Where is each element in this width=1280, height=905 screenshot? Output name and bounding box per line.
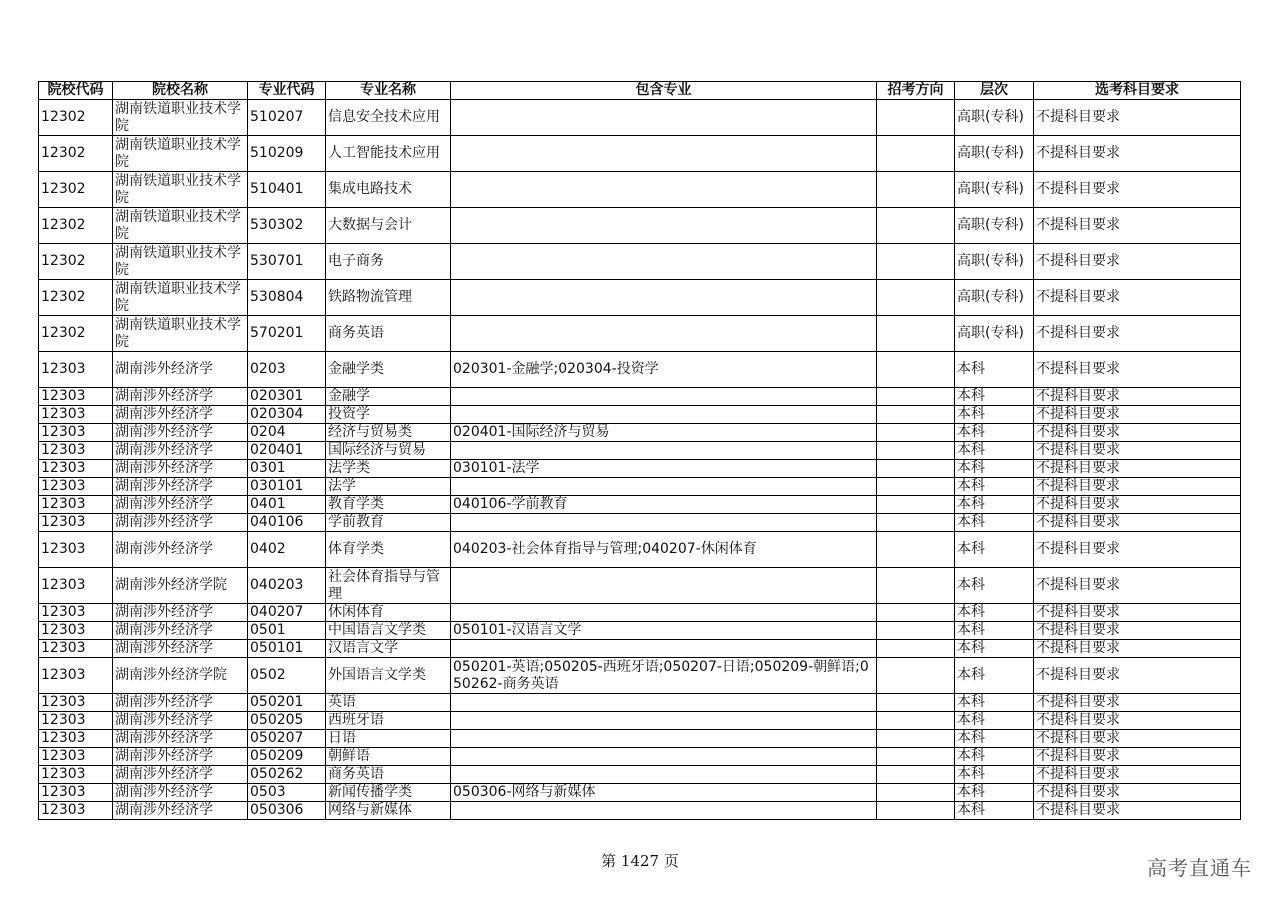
- included-majors-cell: [451, 316, 877, 352]
- subject-requirement-cell: 不提科目要求: [1034, 604, 1241, 622]
- table-row: [39, 352, 1241, 388]
- level-cell: 本科: [955, 514, 1034, 532]
- school-code-cell: 12303: [39, 460, 113, 478]
- major-code-cell: 050262: [248, 766, 326, 784]
- level-cell: 本科: [955, 694, 1034, 712]
- direction-cell: [877, 730, 955, 748]
- major-name-cell: 外国语言文学类: [326, 658, 451, 694]
- school-name-cell: 湖南涉外经济学: [113, 604, 248, 622]
- level-cell: 高职(专科): [955, 244, 1034, 280]
- level-cell: 高职(专科): [955, 100, 1034, 136]
- page-number: 第 1427 页: [601, 852, 679, 870]
- major-name-cell: 网络与新媒体: [326, 802, 451, 820]
- school-code-cell: 12303: [39, 478, 113, 496]
- subject-requirement-cell: 不提科目要求: [1034, 100, 1241, 136]
- school-code-cell: 12303: [39, 442, 113, 460]
- direction-cell: [877, 496, 955, 514]
- level-cell: 本科: [955, 604, 1034, 622]
- subject-requirement-cell: 不提科目要求: [1034, 622, 1241, 640]
- major-name-cell: 教育学类: [326, 496, 451, 514]
- major-code-cell: 0402: [248, 532, 326, 568]
- direction-cell: [877, 622, 955, 640]
- col-header-major-name: 专业名称: [326, 82, 451, 100]
- level-cell: 本科: [955, 766, 1034, 784]
- included-majors-cell: [451, 640, 877, 658]
- subject-requirement-cell: 不提科目要求: [1034, 208, 1241, 244]
- school-name-cell: 湖南涉外经济学: [113, 460, 248, 478]
- level-cell: 本科: [955, 802, 1034, 820]
- level-cell: 高职(专科): [955, 136, 1034, 172]
- school-code-cell: 12302: [39, 100, 113, 136]
- school-name-cell: 湖南涉外经济学: [113, 694, 248, 712]
- subject-requirement-cell: 不提科目要求: [1034, 352, 1241, 388]
- school-name-cell: 湖南涉外经济学: [113, 406, 248, 424]
- school-name-cell: 湖南涉外经济学: [113, 766, 248, 784]
- major-code-cell: 030101: [248, 478, 326, 496]
- level-cell: 本科: [955, 406, 1034, 424]
- school-code-cell: 12303: [39, 766, 113, 784]
- school-name-cell: 湖南涉外经济学: [113, 478, 248, 496]
- major-name-cell: 西班牙语: [326, 712, 451, 730]
- major-name-cell: 商务英语: [326, 316, 451, 352]
- level-cell: 本科: [955, 568, 1034, 604]
- major-name-cell: 学前教育: [326, 514, 451, 532]
- subject-requirement-cell: 不提科目要求: [1034, 802, 1241, 820]
- subject-requirement-cell: 不提科目要求: [1034, 460, 1241, 478]
- header-row: [39, 82, 1241, 100]
- direction-cell: [877, 784, 955, 802]
- table-row: [39, 496, 1241, 514]
- table-row: [39, 100, 1241, 136]
- major-code-cell: 510209: [248, 136, 326, 172]
- major-code-cell: 0204: [248, 424, 326, 442]
- major-name-cell: 日语: [326, 730, 451, 748]
- included-majors-cell: 030101-法学: [451, 460, 877, 478]
- major-name-cell: 体育学类: [326, 532, 451, 568]
- major-code-cell: 040207: [248, 604, 326, 622]
- major-code-cell: 0503: [248, 784, 326, 802]
- table-row: [39, 532, 1241, 568]
- direction-cell: [877, 172, 955, 208]
- included-majors-cell: [451, 208, 877, 244]
- major-code-cell: 020301: [248, 388, 326, 406]
- direction-cell: [877, 208, 955, 244]
- direction-cell: [877, 478, 955, 496]
- level-cell: 高职(专科): [955, 280, 1034, 316]
- table-row: [39, 280, 1241, 316]
- direction-cell: [877, 640, 955, 658]
- major-name-cell: 法学: [326, 478, 451, 496]
- table-row: [39, 460, 1241, 478]
- school-code-cell: 12302: [39, 316, 113, 352]
- major-code-cell: 0502: [248, 658, 326, 694]
- school-name-cell: 湖南涉外经济学: [113, 712, 248, 730]
- included-majors-cell: 050201-英语;050205-西班牙语;050207-日语;050209-朝鲜语;050262-商务英语: [451, 658, 877, 694]
- included-majors-cell: 050101-汉语言文学: [451, 622, 877, 640]
- included-majors-cell: 040106-学前教育: [451, 496, 877, 514]
- included-majors-cell: [451, 766, 877, 784]
- major-name-cell: 朝鲜语: [326, 748, 451, 766]
- school-name-cell: 湖南铁道职业技术学院: [113, 136, 248, 172]
- table-body: [39, 100, 1241, 820]
- subject-requirement-cell: 不提科目要求: [1034, 244, 1241, 280]
- major-code-cell: 050101: [248, 640, 326, 658]
- major-code-cell: 050306: [248, 802, 326, 820]
- table-row: [39, 766, 1241, 784]
- direction-cell: [877, 280, 955, 316]
- school-name-cell: 湖南涉外经济学: [113, 532, 248, 568]
- direction-cell: [877, 766, 955, 784]
- included-majors-cell: [451, 100, 877, 136]
- included-majors-cell: [451, 388, 877, 406]
- subject-requirement-cell: 不提科目要求: [1034, 766, 1241, 784]
- school-name-cell: 湖南铁道职业技术学院: [113, 316, 248, 352]
- school-code-cell: 12303: [39, 424, 113, 442]
- major-name-cell: 金融学类: [326, 352, 451, 388]
- school-code-cell: 12302: [39, 208, 113, 244]
- table-row: [39, 658, 1241, 694]
- school-name-cell: 湖南涉外经济学院: [113, 658, 248, 694]
- level-cell: 本科: [955, 748, 1034, 766]
- included-majors-cell: [451, 442, 877, 460]
- included-majors-cell: [451, 568, 877, 604]
- major-name-cell: 人工智能技术应用: [326, 136, 451, 172]
- table-row: [39, 712, 1241, 730]
- table-row: [39, 208, 1241, 244]
- table-row: [39, 802, 1241, 820]
- col-header-direction: 招考方向: [877, 82, 955, 100]
- direction-cell: [877, 658, 955, 694]
- school-code-cell: 12302: [39, 136, 113, 172]
- school-name-cell: 湖南涉外经济学: [113, 388, 248, 406]
- col-header-subject-requirement: 选考科目要求: [1034, 82, 1241, 100]
- school-name-cell: 湖南涉外经济学: [113, 622, 248, 640]
- direction-cell: [877, 244, 955, 280]
- table-row: [39, 784, 1241, 802]
- school-code-cell: 12303: [39, 406, 113, 424]
- school-name-cell: 湖南铁道职业技术学院: [113, 244, 248, 280]
- direction-cell: [877, 100, 955, 136]
- level-cell: 本科: [955, 640, 1034, 658]
- major-name-cell: 经济与贸易类: [326, 424, 451, 442]
- level-cell: 本科: [955, 424, 1034, 442]
- col-header-school-code: 院校代码: [39, 82, 113, 100]
- direction-cell: [877, 352, 955, 388]
- major-code-cell: 040106: [248, 514, 326, 532]
- direction-cell: [877, 424, 955, 442]
- level-cell: 本科: [955, 478, 1034, 496]
- school-name-cell: 湖南涉外经济学: [113, 352, 248, 388]
- direction-cell: [877, 604, 955, 622]
- table-row: [39, 424, 1241, 442]
- school-name-cell: 湖南涉外经济学: [113, 442, 248, 460]
- included-majors-cell: [451, 478, 877, 496]
- major-code-cell: 530302: [248, 208, 326, 244]
- direction-cell: [877, 694, 955, 712]
- major-code-cell: 020401: [248, 442, 326, 460]
- direction-cell: [877, 388, 955, 406]
- included-majors-cell: [451, 604, 877, 622]
- direction-cell: [877, 406, 955, 424]
- school-name-cell: 湖南铁道职业技术学院: [113, 208, 248, 244]
- school-name-cell: 湖南铁道职业技术学院: [113, 280, 248, 316]
- major-name-cell: 汉语言文学: [326, 640, 451, 658]
- school-code-cell: 12303: [39, 622, 113, 640]
- school-code-cell: 12303: [39, 748, 113, 766]
- included-majors-cell: [451, 802, 877, 820]
- major-code-cell: 050209: [248, 748, 326, 766]
- subject-requirement-cell: 不提科目要求: [1034, 568, 1241, 604]
- school-code-cell: 12303: [39, 352, 113, 388]
- level-cell: 本科: [955, 496, 1034, 514]
- school-code-cell: 12303: [39, 784, 113, 802]
- included-majors-cell: 040203-社会体育指导与管理;040207-休闲体育: [451, 532, 877, 568]
- school-code-cell: 12303: [39, 532, 113, 568]
- major-code-cell: 510207: [248, 100, 326, 136]
- school-name-cell: 湖南涉外经济学: [113, 748, 248, 766]
- col-header-included-majors: 包含专业: [451, 82, 877, 100]
- table-row: [39, 640, 1241, 658]
- subject-requirement-cell: 不提科目要求: [1034, 172, 1241, 208]
- school-code-cell: 12303: [39, 388, 113, 406]
- subject-requirement-cell: 不提科目要求: [1034, 406, 1241, 424]
- level-cell: 本科: [955, 622, 1034, 640]
- major-name-cell: 集成电路技术: [326, 172, 451, 208]
- level-cell: 本科: [955, 442, 1034, 460]
- subject-requirement-cell: 不提科目要求: [1034, 316, 1241, 352]
- major-name-cell: 休闲体育: [326, 604, 451, 622]
- table-row: [39, 604, 1241, 622]
- direction-cell: [877, 802, 955, 820]
- level-cell: 本科: [955, 784, 1034, 802]
- direction-cell: [877, 316, 955, 352]
- table-row: [39, 622, 1241, 640]
- included-majors-cell: [451, 748, 877, 766]
- subject-requirement-cell: 不提科目要求: [1034, 136, 1241, 172]
- table-row: [39, 568, 1241, 604]
- level-cell: 本科: [955, 460, 1034, 478]
- included-majors-cell: [451, 172, 877, 208]
- major-code-cell: 510401: [248, 172, 326, 208]
- subject-requirement-cell: 不提科目要求: [1034, 748, 1241, 766]
- subject-requirement-cell: 不提科目要求: [1034, 478, 1241, 496]
- major-code-cell: 050205: [248, 712, 326, 730]
- included-majors-cell: [451, 694, 877, 712]
- level-cell: 本科: [955, 388, 1034, 406]
- major-code-cell: 0401: [248, 496, 326, 514]
- major-name-cell: 法学类: [326, 460, 451, 478]
- school-name-cell: 湖南涉外经济学: [113, 640, 248, 658]
- col-header-school-name: 院校名称: [113, 82, 248, 100]
- direction-cell: [877, 136, 955, 172]
- subject-requirement-cell: 不提科目要求: [1034, 280, 1241, 316]
- school-code-cell: 12303: [39, 496, 113, 514]
- subject-requirement-cell: 不提科目要求: [1034, 730, 1241, 748]
- included-majors-cell: [451, 514, 877, 532]
- subject-requirement-cell: 不提科目要求: [1034, 694, 1241, 712]
- table-row: [39, 316, 1241, 352]
- direction-cell: [877, 568, 955, 604]
- major-code-cell: 570201: [248, 316, 326, 352]
- major-name-cell: 英语: [326, 694, 451, 712]
- included-majors-cell: 050306-网络与新媒体: [451, 784, 877, 802]
- subject-requirement-cell: 不提科目要求: [1034, 658, 1241, 694]
- major-name-cell: 中国语言文学类: [326, 622, 451, 640]
- school-code-cell: 12303: [39, 568, 113, 604]
- school-name-cell: 湖南涉外经济学: [113, 514, 248, 532]
- included-majors-cell: [451, 280, 877, 316]
- level-cell: 高职(专科): [955, 208, 1034, 244]
- level-cell: 本科: [955, 352, 1034, 388]
- level-cell: 本科: [955, 658, 1034, 694]
- level-cell: 本科: [955, 532, 1034, 568]
- table-row: [39, 388, 1241, 406]
- table-row: [39, 748, 1241, 766]
- level-cell: 高职(专科): [955, 316, 1034, 352]
- school-name-cell: 湖南涉外经济学: [113, 424, 248, 442]
- major-code-cell: 040203: [248, 568, 326, 604]
- major-name-cell: 新闻传播学类: [326, 784, 451, 802]
- school-code-cell: 12303: [39, 640, 113, 658]
- table-row: [39, 514, 1241, 532]
- subject-requirement-cell: 不提科目要求: [1034, 496, 1241, 514]
- major-name-cell: 国际经济与贸易: [326, 442, 451, 460]
- major-name-cell: 铁路物流管理: [326, 280, 451, 316]
- table-row: [39, 136, 1241, 172]
- school-code-cell: 12303: [39, 658, 113, 694]
- school-code-cell: 12302: [39, 172, 113, 208]
- major-name-cell: 大数据与会计: [326, 208, 451, 244]
- subject-requirement-cell: 不提科目要求: [1034, 442, 1241, 460]
- major-name-cell: 社会体育指导与管理: [326, 568, 451, 604]
- school-name-cell: 湖南涉外经济学: [113, 784, 248, 802]
- level-cell: 高职(专科): [955, 172, 1034, 208]
- included-majors-cell: [451, 406, 877, 424]
- school-code-cell: 12303: [39, 802, 113, 820]
- school-code-cell: 12303: [39, 730, 113, 748]
- subject-requirement-cell: 不提科目要求: [1034, 640, 1241, 658]
- major-code-cell: 050201: [248, 694, 326, 712]
- school-name-cell: 湖南铁道职业技术学院: [113, 172, 248, 208]
- school-code-cell: 12303: [39, 712, 113, 730]
- included-majors-cell: [451, 244, 877, 280]
- major-code-cell: 0501: [248, 622, 326, 640]
- major-name-cell: 电子商务: [326, 244, 451, 280]
- watermark: 高考直通车: [1147, 856, 1252, 880]
- direction-cell: [877, 442, 955, 460]
- school-code-cell: 12303: [39, 694, 113, 712]
- direction-cell: [877, 748, 955, 766]
- col-header-major-code: 专业代码: [248, 82, 326, 100]
- table-row: [39, 694, 1241, 712]
- school-name-cell: 湖南涉外经济学院: [113, 568, 248, 604]
- subject-requirement-cell: 不提科目要求: [1034, 712, 1241, 730]
- major-name-cell: 信息安全技术应用: [326, 100, 451, 136]
- school-name-cell: 湖南涉外经济学: [113, 496, 248, 514]
- subject-requirement-cell: 不提科目要求: [1034, 514, 1241, 532]
- major-code-cell: 0301: [248, 460, 326, 478]
- school-name-cell: 湖南涉外经济学: [113, 730, 248, 748]
- school-name-cell: 湖南铁道职业技术学院: [113, 100, 248, 136]
- direction-cell: [877, 712, 955, 730]
- school-name-cell: 湖南涉外经济学: [113, 802, 248, 820]
- included-majors-cell: [451, 712, 877, 730]
- included-majors-cell: 020301-金融学;020304-投资学: [451, 352, 877, 388]
- col-header-level: 层次: [955, 82, 1034, 100]
- major-code-cell: 0203: [248, 352, 326, 388]
- major-name-cell: 商务英语: [326, 766, 451, 784]
- school-code-cell: 12303: [39, 514, 113, 532]
- table-row: [39, 244, 1241, 280]
- table-row: [39, 730, 1241, 748]
- direction-cell: [877, 532, 955, 568]
- subject-requirement-cell: 不提科目要求: [1034, 784, 1241, 802]
- subject-requirement-cell: 不提科目要求: [1034, 388, 1241, 406]
- major-code-cell: 530804: [248, 280, 326, 316]
- school-code-cell: 12302: [39, 280, 113, 316]
- table-row: [39, 442, 1241, 460]
- major-code-cell: 020304: [248, 406, 326, 424]
- admissions-table: [38, 81, 1241, 820]
- level-cell: 本科: [955, 730, 1034, 748]
- direction-cell: [877, 460, 955, 478]
- included-majors-cell: [451, 730, 877, 748]
- included-majors-cell: 020401-国际经济与贸易: [451, 424, 877, 442]
- level-cell: 本科: [955, 712, 1034, 730]
- table-row: [39, 172, 1241, 208]
- major-code-cell: 530701: [248, 244, 326, 280]
- direction-cell: [877, 514, 955, 532]
- table-row: [39, 478, 1241, 496]
- subject-requirement-cell: 不提科目要求: [1034, 532, 1241, 568]
- table-row: [39, 406, 1241, 424]
- included-majors-cell: [451, 136, 877, 172]
- major-code-cell: 050207: [248, 730, 326, 748]
- subject-requirement-cell: 不提科目要求: [1034, 424, 1241, 442]
- major-name-cell: 金融学: [326, 388, 451, 406]
- school-code-cell: 12303: [39, 604, 113, 622]
- major-name-cell: 投资学: [326, 406, 451, 424]
- school-code-cell: 12302: [39, 244, 113, 280]
